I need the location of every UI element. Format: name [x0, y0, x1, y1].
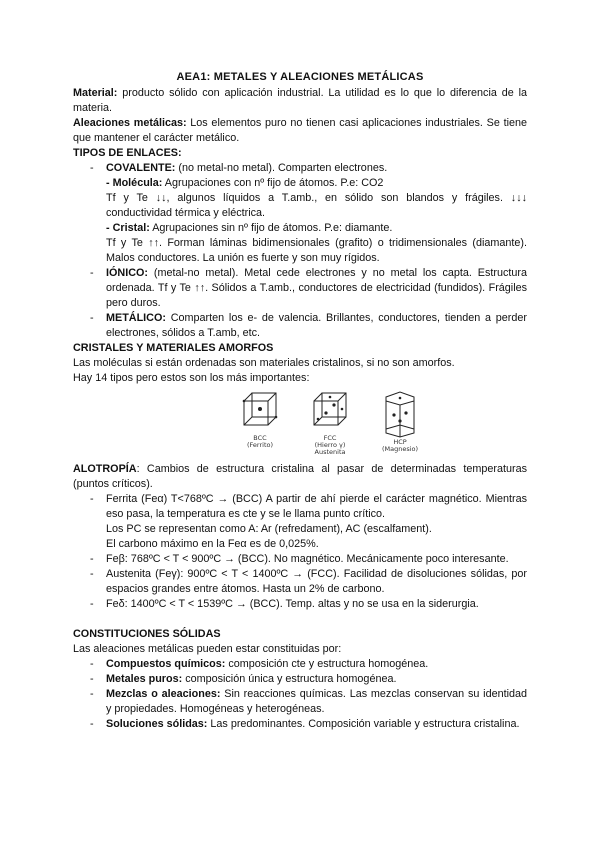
alotropia-paragraph: ALOTROPÍA: Cambios de estructura cristalina al pasar de determinadas temperaturas (puntos críticos). — [73, 463, 527, 490]
list-item-metalico: - METÁLICO: Comparten los e- de valencia. Brillantes, conductores, tienden a perder electrones, sólidos a T.amb, etc. — [73, 311, 527, 341]
term: Material: — [73, 87, 118, 99]
page-title: AEA1: METALES Y ALEACIONES METÁLICAS — [176, 71, 424, 83]
list-item-austenita: - Austenita (Feγ): 900ºC < T < 1400ºC → (FCC). Facilidad de disoluciones sólidas, por espacios grandes entre átomos. Hasta un 2% de carbono. — [73, 567, 527, 597]
list-item-feb: - Feβ: 768ºC < T < 900ºC → (BCC). No magnético. Mecánicamente poco interesante. — [73, 552, 527, 567]
fcc-cube-sketch — [310, 389, 350, 435]
molecula-props: Tf y Te ↓↓, algunos líquidos a T.amb., en sólido son blandos y frágiles. ↓↓↓ conductividad térmica y eléctrica. — [106, 192, 527, 219]
list-item: - Mezclas o aleaciones: Sin reacciones químicas. Las mezclas conservan su identidad y propiedades. Homogéneas y heterogéneas. — [73, 687, 527, 717]
cristales-line2: Hay 14 tipos pero estos son los más importantes: — [73, 372, 310, 384]
list-item-fed: - Feδ: 1400ºC < T < 1539ºC → (BCC). Temp. altas y no se usa en la siderurgia. — [73, 597, 527, 612]
crystal-structures-figure — [133, 389, 527, 457]
hcp-figure: HCP (Magnesio) — [375, 389, 425, 457]
definition-material: Material: producto sólido con aplicación industrial. La utilidad es lo que lo diferencia de la materia. — [73, 87, 527, 114]
cristales-line1: Las moléculas si están ordenadas son materiales cristalinos, si no son amorfos. — [73, 357, 455, 369]
definition-aleaciones: Aleaciones metálicas: Los elementos puro no tienen casi aplicaciones industriales. Se tiene que mantener el carácter metálico. — [73, 117, 527, 144]
list-item: - Soluciones sólidas: Las predominantes. Composición variable y estructura cristalina. — [73, 717, 527, 732]
section-heading-enlaces: TIPOS DE ENLACES: — [73, 147, 182, 159]
enlaces-list — [73, 161, 527, 341]
list-item: - Compuestos químicos: composición cte y estructura homogénea. — [73, 657, 527, 672]
list-item: - Metales puros: composición única y estructura homogénea. — [73, 672, 527, 687]
constituciones-list — [73, 657, 527, 732]
cristal-props: Tf y Te ↑↑. Forman láminas bidimensionales (grafito) o tridimensionales (diamante). Malos conductores. La unión es fuerte y son muy rígidos. — [106, 237, 527, 264]
list-item-covalente: - COVALENTE: (no metal-no metal). Comparten electrones. - Molécula: Agrupaciones con nº fijo de átomos. P.e: CO2 Tf y Te ↓↓, algunos líquidos a T.amb., en sólido son blandos y frágiles. ↓↓↓ conductividad térmica y eléctrica. - Cristal: Agrupaciones sin nº fijo de átomos. P.e: diamante. Tf y Te ↑↑. Forman láminas bidimensionales (grafito) o tridimensionales (diamante). Malos conductores. La unión es fuerte y son muy rígidos. — [73, 161, 527, 266]
term: Aleaciones metálicas: — [73, 117, 187, 129]
hcp-prism-sketch — [378, 389, 422, 439]
list-item-ionico: - IÓNICO: (metal-no metal). Metal cede electrones y no metal los capta. Estructura ordenada. Tf y Te ↑↑. Sólidos a T.amb., conductores de electricidad (fundidos). Frágiles pero duros. — [73, 266, 527, 311]
section-heading-cristales: CRISTALES Y MATERIALES AMORFOS — [73, 342, 274, 354]
constituciones-intro: Las aleaciones metálicas pueden estar constituidas por: — [73, 643, 342, 655]
alotropia-list — [73, 492, 527, 612]
bcc-cube-sketch — [240, 389, 280, 435]
list-item-ferrita: - Ferrita (Feα) T<768ºC → (BCC) A partir de ahí pierde el carácter magnético. Mientras eso pasa, la temperatura es cte y se le llama punto crítico. Los PC se representan como A: Ar (refredament), AC (escalfament). El carbono máximo en la Feα es de 0,025%. — [73, 492, 527, 552]
section-heading-constituciones: CONSTITUCIONES SÓLIDAS — [73, 628, 221, 640]
document-page — [73, 70, 527, 732]
bcc-figure: BCC (Ferrito) — [235, 389, 285, 457]
fcc-figure: FCC (Hierro γ) Austenita — [305, 389, 355, 457]
